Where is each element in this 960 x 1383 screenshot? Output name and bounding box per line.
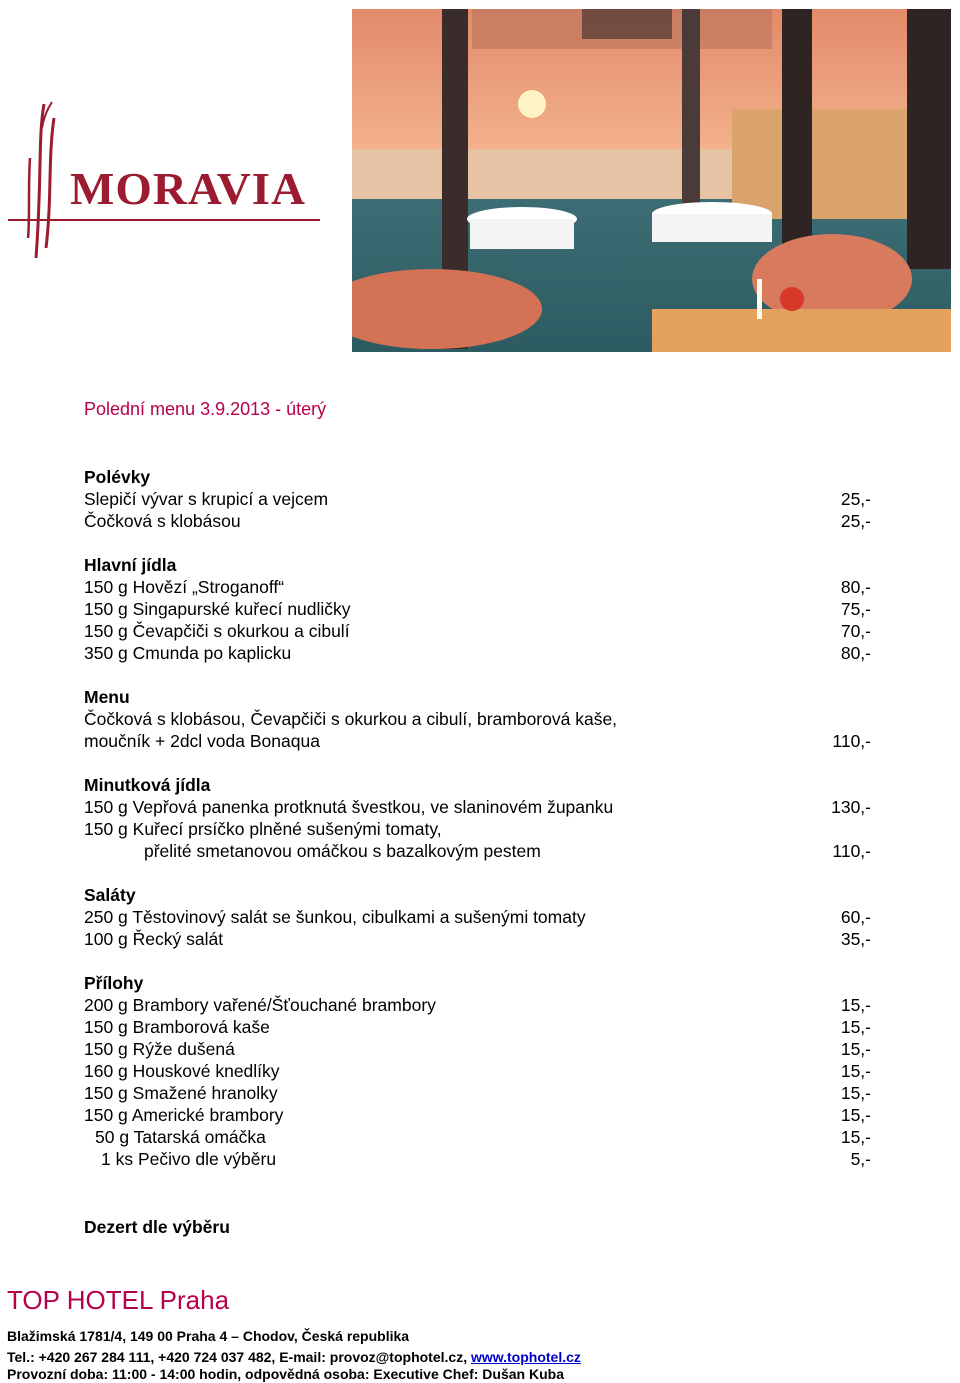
menu-item-price: 25,- — [840, 489, 871, 509]
menu-item — [84, 598, 871, 620]
menu-item-price: 80,- — [840, 577, 871, 597]
menu-item-name: 150 g Čevapčiči s okurkou a cibulí — [84, 621, 350, 641]
menu-item-price: 15,- — [840, 1083, 871, 1103]
svg-text:MORAVIA: MORAVIA — [70, 163, 306, 214]
menu-item-price: 110,- — [832, 841, 871, 861]
menu-item-price: 15,- — [840, 1039, 871, 1059]
menu-item-name: 150 g Singapurské kuřecí nudličky — [84, 599, 351, 619]
menu-item-name: 100 g Řecký salát — [84, 929, 224, 949]
menu-item-name: 200 g Brambory vařené/Šťouchané brambory — [84, 995, 436, 1015]
section-title: Polévky — [84, 467, 151, 487]
menu-item-name: Čočková s klobásou — [84, 511, 241, 531]
menu-item-name: přelité smetanovou omáčkou s bazalkovým pestem — [144, 841, 541, 861]
menu-item-name: Čočková s klobásou, Čevapčiči s okurkou a cibulí, bramborová kaše, — [84, 709, 618, 729]
section-title: Hlavní jídla — [84, 555, 177, 575]
menu-item — [84, 620, 871, 642]
menu-item — [84, 1082, 871, 1104]
menu-list — [84, 466, 871, 1192]
restaurant-photo — [352, 9, 951, 352]
menu-item — [84, 730, 871, 752]
menu-item-price: 130,- — [831, 797, 871, 817]
menu-item — [84, 642, 871, 664]
menu-item-name: 160 g Houskové knedlíky — [84, 1061, 280, 1081]
section-title: Menu — [84, 687, 130, 707]
moravia-logo — [8, 98, 328, 268]
menu-item-name: 150 g Smažené hranolky — [84, 1083, 278, 1103]
menu-item-price: 80,- — [840, 643, 871, 663]
menu-item-name: 50 g Tatarská omáčka — [95, 1127, 266, 1147]
footer-contact — [7, 1349, 581, 1365]
menu-item — [84, 708, 871, 730]
menu-item — [84, 510, 871, 532]
menu-item-price: 15,- — [840, 1105, 871, 1125]
menu-item-price: 5,- — [850, 1149, 871, 1169]
menu-item-name: 150 g Vepřová panenka protknutá švestkou, ve slaninovém županku — [84, 797, 614, 817]
menu-item-price: 15,- — [840, 1017, 871, 1037]
footer-contact-text: Tel.: +420 267 284 111, +420 724 037 482, E-mail: provoz@tophotel.cz, — [7, 1349, 471, 1365]
hotel-name: TOP HOTEL Praha — [7, 1285, 230, 1315]
menu-item-price: 110,- — [832, 731, 871, 751]
menu-date-heading: Polední menu 3.9.2013 - úterý — [84, 399, 327, 419]
menu-section — [84, 884, 871, 950]
footer-hours: Provozní doba: 11:00 - 14:00 hodin, odpovědná osoba: Executive Chef: Dušan Kuba — [7, 1366, 564, 1382]
menu-item-name: 1 ks Pečivo dle výběru — [101, 1149, 277, 1169]
menu-item-price: 35,- — [840, 929, 871, 949]
menu-item — [84, 488, 871, 510]
menu-item-name: Slepičí vývar s krupicí a vejcem — [84, 489, 329, 509]
menu-item-name: 150 g Hovězí „Stroganoff“ — [84, 577, 285, 597]
menu-item — [84, 928, 871, 950]
menu-item-name: moučník + 2dcl voda Bonaqua — [84, 731, 320, 751]
menu-item — [84, 1104, 871, 1126]
moravia-logo-mark-icon — [8, 98, 328, 268]
menu-item-price: 25,- — [840, 511, 871, 531]
menu-item-name: 150 g Rýže dušená — [84, 1039, 235, 1059]
menu-item-price: 70,- — [840, 621, 871, 641]
footer-address: Blažimská 1781/4, 149 00 Praha 4 – Chodov, Česká republika — [7, 1328, 410, 1344]
menu-item — [84, 1060, 871, 1082]
menu-item-price: 75,- — [840, 599, 871, 619]
menu-item-name: 350 g Cmunda po kaplicku — [84, 643, 292, 663]
menu-item — [84, 1126, 871, 1148]
menu-item-name: 150 g Americké brambory — [84, 1105, 284, 1125]
menu-item — [84, 994, 871, 1016]
menu-item — [84, 576, 871, 598]
section-title: Minutková jídla — [84, 775, 211, 795]
menu-section — [84, 774, 871, 862]
website-link[interactable]: www.tophotel.cz — [470, 1349, 581, 1365]
menu-section — [84, 972, 871, 1170]
menu-item — [84, 1148, 871, 1170]
section-title: Saláty — [84, 885, 136, 905]
menu-section — [84, 686, 871, 752]
menu-item-price: 15,- — [840, 1127, 871, 1147]
menu-item — [84, 1038, 871, 1060]
section-title: Přílohy — [84, 973, 144, 993]
menu-item-price: 60,- — [840, 907, 871, 927]
menu-item — [84, 840, 871, 862]
menu-section — [84, 554, 871, 664]
dessert-note: Dezert dle výběru — [84, 1217, 230, 1237]
menu-item — [84, 796, 871, 818]
menu-item-price: 15,- — [840, 1061, 871, 1081]
menu-item-name: 150 g Bramborová kaše — [84, 1017, 270, 1037]
menu-item-price: 15,- — [840, 995, 871, 1015]
menu-item — [84, 818, 871, 840]
menu-item — [84, 906, 871, 928]
menu-item-name: 150 g Kuřecí prsíčko plněné sušenými tomaty, — [84, 819, 442, 839]
menu-item-name: 250 g Těstovinový salát se šunkou, cibulkami a sušenými tomaty — [84, 907, 586, 927]
menu-item — [84, 1016, 871, 1038]
menu-section — [84, 466, 871, 532]
